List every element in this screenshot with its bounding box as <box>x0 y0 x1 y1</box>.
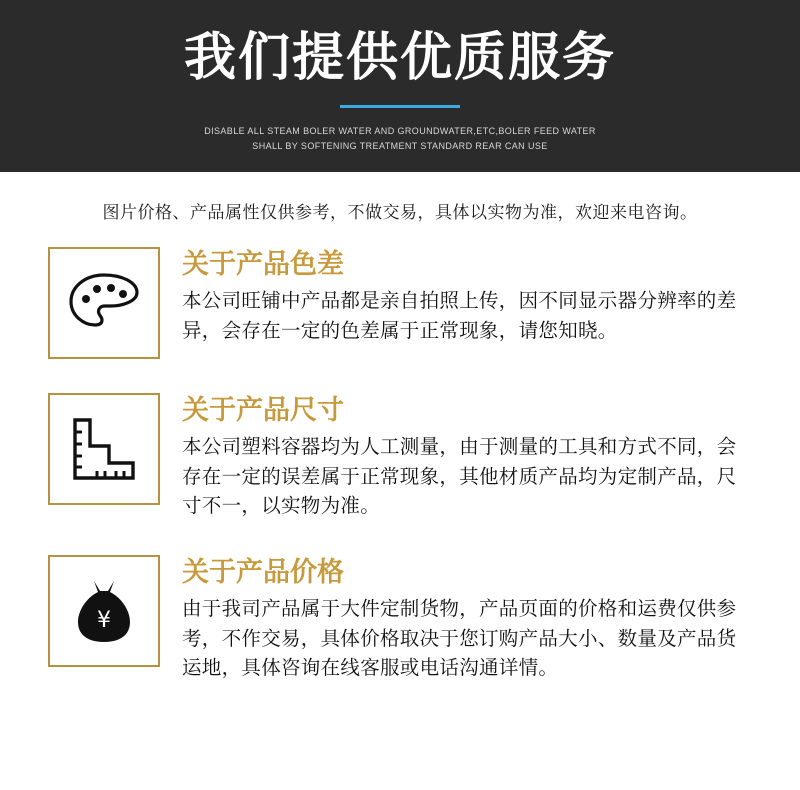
item-description: 本公司旺铺中产品都是亲自拍照上传，因不同显示器分辨率的差异，会存在一定的色差属于正常现象，请您知晓。 <box>182 289 737 342</box>
item-title: 关于产品尺寸 <box>182 395 344 426</box>
list-item <box>48 247 752 359</box>
item-body <box>182 247 752 345</box>
item-description: 由于我司产品属于大件定制货物，产品页面的价格和运费仅供参考，不作交易，具体价格取决于您订购产品大小、数量及产品货运地，具体咨询在线客服或电话沟通详情。 <box>182 596 737 680</box>
header-banner <box>0 0 800 172</box>
notice-text: 图片价格、产品属性仅供参考，不做交易，具体以实物为准，欢迎来电咨询。 <box>102 203 698 223</box>
info-item-list <box>0 231 800 683</box>
palette-icon-box <box>48 247 160 359</box>
money-bag-icon-box <box>48 555 160 667</box>
ruler-icon <box>71 416 137 482</box>
notice-banner <box>0 172 800 231</box>
header-subtitle-line-1: DISABLE ALL STEAM BOLER WATER AND GROUNDWATER,ETC,BOLER FEED WATER <box>204 126 596 136</box>
item-body <box>182 555 752 683</box>
item-body <box>182 393 752 521</box>
list-item <box>48 393 752 521</box>
svg-text:¥: ¥ <box>97 607 111 633</box>
list-item <box>48 555 752 683</box>
header-subtitle-line-2: SHALL BY SOFTENING TREATMENT STANDARD REAR CAN USE <box>252 140 548 151</box>
item-title: 关于产品价格 <box>182 556 344 588</box>
item-title: 关于产品色差 <box>182 249 344 280</box>
item-description: 本公司塑料容器均为人工测量，由于测量的工具和方式不同，会存在一定的误差属于正常现象，其他材质产品均为定制产品，尺寸不一，以实物为准。 <box>182 435 737 518</box>
money-bag-icon <box>72 577 136 645</box>
ruler-icon-box <box>48 393 160 505</box>
page-title: 我们提供优质服务 <box>183 28 616 88</box>
title-underline-divider <box>340 105 460 108</box>
palette-icon <box>68 272 140 334</box>
